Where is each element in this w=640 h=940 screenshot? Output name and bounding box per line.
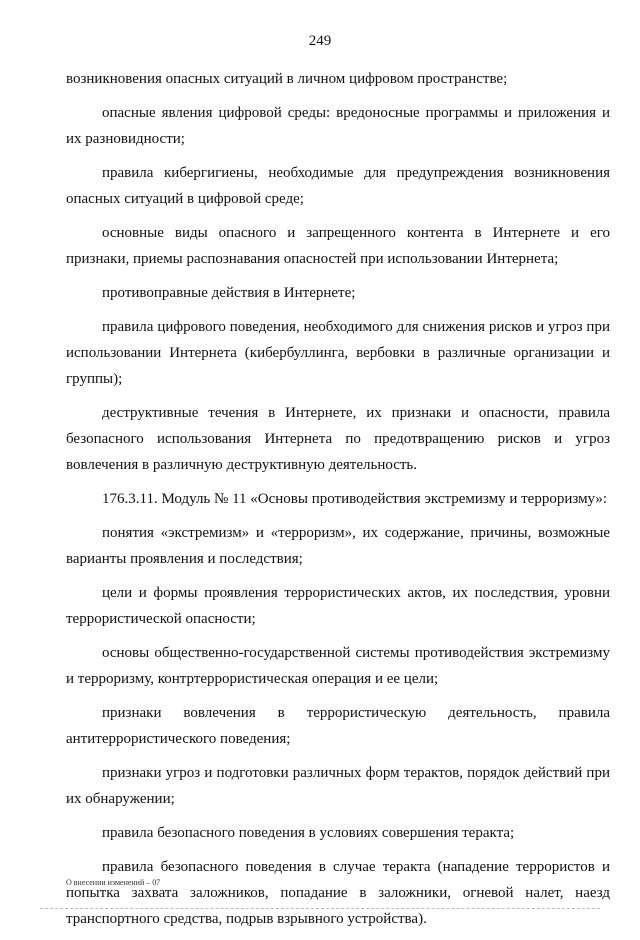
paragraph: признаки вовлечения в террористическую деятельность, правила антитеррористического поведения; xyxy=(66,705,610,747)
paragraph: правила кибергигиены, необходимые для предупреждения возникновения опасных ситуаций в цифровой среде; xyxy=(66,165,610,207)
footer-note: О внесении изменений – 07 xyxy=(66,878,161,887)
paragraph: понятия «экстремизм» и «терроризм», их содержание, причины, возможные варианты проявления и последствия; xyxy=(66,525,610,567)
paragraph: возникновения опасных ситуаций в личном цифровом пространстве; xyxy=(66,71,508,87)
page-number: 249 xyxy=(308,33,332,49)
paragraph: противоправные действия в Интернете; xyxy=(102,285,356,301)
paragraph: цели и формы проявления террористических актов, их последствия, уровни террористической опасности; xyxy=(66,585,610,627)
paragraph: основы общественно-государственной системы противодействия экстремизму и терроризму, контртеррористическая операция и ее цели; xyxy=(66,645,610,687)
paragraph: деструктивные течения в Интернете, их признаки и опасности, правила безопасного использования Интернета по предотвращению рисков и угроз вовлечения в различную деструктивную деятельность. xyxy=(66,405,610,473)
document-body xyxy=(66,66,610,940)
paragraph: правила цифрового поведения, необходимого для снижения рисков и угроз при использовании Интернета (кибербуллинга, вербовки в различные организации и группы); xyxy=(66,319,610,387)
paragraph: правила безопасного поведения в условиях совершения теракта; xyxy=(102,825,515,841)
scan-edge-line xyxy=(40,908,600,909)
section-heading: 176.3.11. Модуль № 11 «Основы противодействия экстремизму и терроризму»: xyxy=(102,491,608,507)
paragraph: правила безопасного поведения в случае теракта (нападение террористов и попытка захвата заложников, попадание в заложники, огневой налет, наезд транспортного средства, подрыв взрывного устройства). xyxy=(66,859,610,927)
paragraph: опасные явления цифровой среды: вредоносные программы и приложения и их разновидности; xyxy=(66,105,610,147)
paragraph: признаки угроз и подготовки различных форм терактов, порядок действий при их обнаружении; xyxy=(66,765,610,807)
paragraph: основные виды опасного и запрещенного контента в Интернете и его признаки, приемы распознавания опасностей при использовании Интернета; xyxy=(66,225,610,267)
